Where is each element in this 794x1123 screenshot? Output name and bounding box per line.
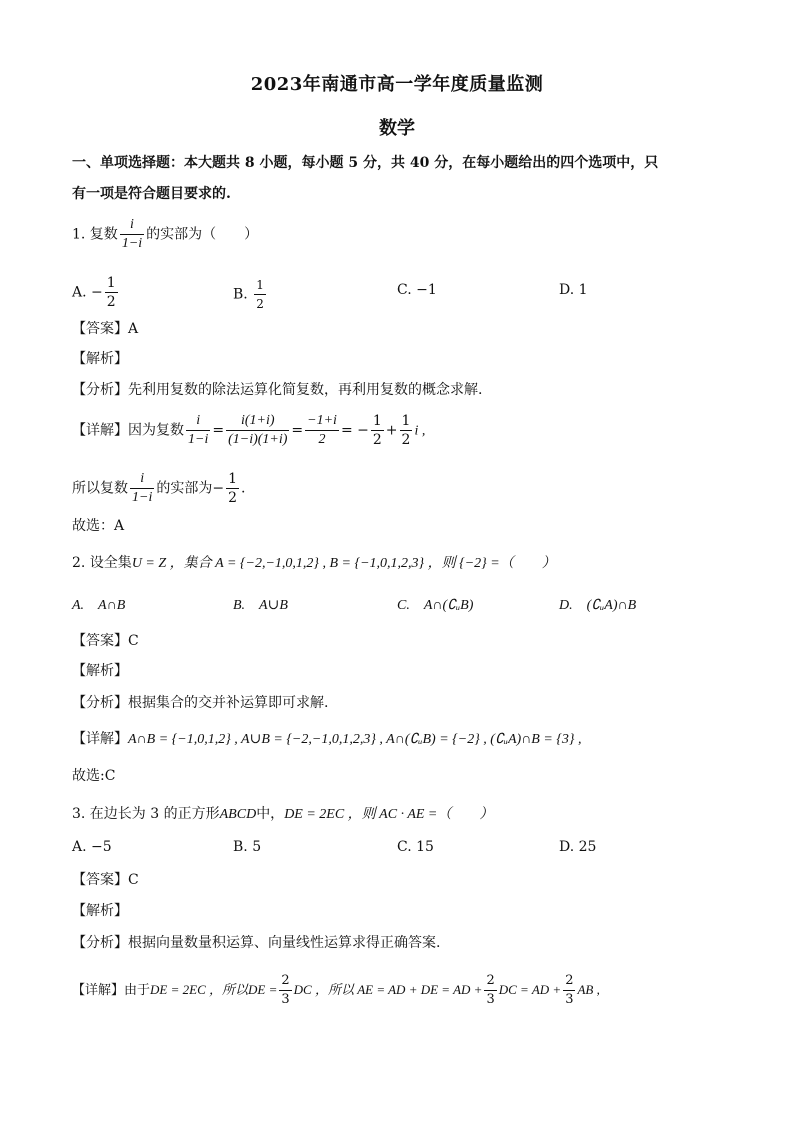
q1-so-frac-den: 1−i xyxy=(132,490,153,505)
q3-option-c: C. 15 xyxy=(397,839,434,855)
q3-jiexi: 【解析】 xyxy=(72,903,128,919)
page-title: 2023年南通市高一学年度质量监测 xyxy=(250,74,544,95)
q3-detail-frac1-den: 3 xyxy=(281,992,290,1007)
q1-detail-frac4-num: 1 xyxy=(372,413,382,429)
q1-answer: 【答案】A xyxy=(72,321,139,337)
q2-stem-text: 2. 设全集 xyxy=(72,555,132,571)
subject-title: 数学 xyxy=(379,118,415,139)
q3-detail-label: 【详解】 xyxy=(72,983,125,998)
q1-option-a-num: 1 xyxy=(106,275,116,291)
q1-stem xyxy=(72,216,258,253)
q1-detail: 【详解】因为复数 $\frac{i}{1-i}$ = $\frac{i(1+i)}{(1-i)(1+i)}$ = $\frac{-1+i}{2}$ = − $\frac{1}{2}$ + $\frac{1}{2}$ i , xyxy=(72,413,426,448)
q1-jiexi: 【解析】 xyxy=(72,351,128,367)
q3-detail-frac3 xyxy=(563,972,575,1009)
q1-detail-label: 【详解】 xyxy=(72,422,128,439)
q3-detail-c: DE = xyxy=(248,982,278,997)
q1-detail-frac5-num: 1 xyxy=(401,413,411,429)
q1-so-end: . xyxy=(241,480,246,497)
q3-detail-b: DE = 2EC ，所以 xyxy=(150,982,248,997)
q3-detail-frac1 xyxy=(279,972,291,1009)
q1-detail-frac3-num: −1+i xyxy=(305,412,339,431)
q1-option-b-den: 2 xyxy=(256,297,264,311)
q1-detail-frac2-num: i(1+i) xyxy=(226,412,289,431)
section-heading-line2: 有一项是符合题目要求的. xyxy=(72,186,231,202)
q1-detail-frac1-den: 1−i xyxy=(188,432,209,447)
q3-analysis: 【分析】根据向量数量积运算、向量线性运算求得正确答案. xyxy=(72,935,441,951)
q1-option-b-num: 1 xyxy=(254,276,266,295)
q3-option-d: D. 25 xyxy=(559,839,597,855)
q3-stem xyxy=(72,803,493,823)
q1-detail-frac5-den: 2 xyxy=(401,432,411,448)
q1-so-frac-num: i xyxy=(130,470,154,489)
q1-option-b-frac xyxy=(254,276,266,313)
q2-detail xyxy=(72,728,582,748)
q1-so-result-frac xyxy=(226,470,239,507)
q2-option-b: B. A∪B xyxy=(233,598,288,613)
q1-analysis: 【分析】先利用复数的除法运算化简复数，再利用复数的概念求解. xyxy=(72,382,483,398)
q3-detail-f: AB , xyxy=(577,982,600,997)
q1-so-result-den: 2 xyxy=(228,490,237,506)
q3-detail-frac1-num: 2 xyxy=(279,972,291,991)
q1-detail-text: 因为复数 xyxy=(128,422,184,439)
q3-detail-frac2-num: 2 xyxy=(484,972,496,991)
q1-detail-frac4 xyxy=(371,412,384,449)
q3-detail-a: 由于 xyxy=(124,983,151,998)
q1-detail-frac1-num: i xyxy=(186,412,210,431)
q1-option-c: C. −1 xyxy=(397,282,437,298)
q1-option-d: D. 1 xyxy=(559,282,588,298)
q1-so-mid: 的实部为− xyxy=(156,480,225,497)
q3-stem-b: ABCD xyxy=(219,807,257,822)
q1-frac-num: i xyxy=(120,216,144,235)
q1-option-a-label: A. xyxy=(72,284,87,301)
q1-option-b-label: B. xyxy=(233,286,248,303)
q2-stem-math: U = Z ，集合 A = {−2,−1,0,1,2} , B = {−1,0,1,2,3} ，则 {−2} =（ ） xyxy=(131,556,556,571)
q1-so-frac xyxy=(130,470,154,507)
q3-detail-d: DC ，所以 AE = AD + DE = AD + xyxy=(293,982,483,997)
q2-stem xyxy=(72,552,556,572)
q3-detail-frac3-den: 3 xyxy=(565,992,574,1007)
q1-so-text: 所以复数 xyxy=(72,480,128,497)
q1-so-line xyxy=(72,470,245,507)
q2-jiexi: 【解析】 xyxy=(72,663,128,679)
q3-option-a: A. −5 xyxy=(72,839,112,855)
q1-fraction xyxy=(120,216,144,253)
q1-option-a xyxy=(72,274,120,311)
q1-option-b xyxy=(233,276,268,313)
section-heading-line1: 一、单项选择题：本大题共 8 小题，每小题 5 分，共 40 分，在每小题给出的四个选项中，只 xyxy=(72,155,659,171)
q1-option-a-sign: − xyxy=(91,284,103,301)
q1-suffix: 的实部为（ ） xyxy=(146,226,259,243)
q1-choose: 故选：A xyxy=(72,518,125,534)
q2-option-c: C. A∩(∁ᵤB) xyxy=(397,598,474,613)
q1-so-result-num: 1 xyxy=(228,471,237,487)
q1-detail-frac5 xyxy=(400,412,413,449)
q2-choose: 故选:C xyxy=(72,768,116,784)
q1-detail-frac3 xyxy=(305,412,339,449)
q1-prefix: 1. 复数 xyxy=(72,226,118,243)
q1-option-a-den: 2 xyxy=(106,294,116,310)
q2-detail-math: A∩B = {−1,0,1,2} , A∪B = {−2,−1,0,1,2,3} , A∩(∁ᵤB) = {−2} , (∁ᵤA)∩B = {3} , xyxy=(128,732,582,747)
q3-stem-a: 3. 在边长为 3 的正方形 xyxy=(72,806,220,822)
q3-detail xyxy=(72,972,600,1009)
q3-stem-c: 中， xyxy=(256,806,285,822)
q1-detail-frac4-den: 2 xyxy=(372,432,382,448)
q2-option-a: A. A∩B xyxy=(72,598,126,613)
q3-stem-d: DE = 2EC ，则 AC · AE =（ ） xyxy=(284,807,494,822)
q1-detail-frac1 xyxy=(186,412,210,449)
q2-analysis: 【分析】根据集合的交并补运算即可求解. xyxy=(72,695,329,711)
q3-detail-frac2-den: 3 xyxy=(486,992,495,1007)
q1-detail-frac2 xyxy=(226,412,289,449)
q1-frac-den: 1−i xyxy=(121,236,143,251)
q2-detail-label: 【详解】 xyxy=(72,731,128,747)
q3-detail-frac3-num: 2 xyxy=(563,972,575,991)
q1-detail-frac2-den: (1−i)(1+i) xyxy=(228,432,288,447)
q1-detail-tail: i , xyxy=(414,423,426,439)
q3-detail-frac2 xyxy=(484,972,496,1009)
q3-option-b: B. 5 xyxy=(233,839,262,855)
q2-option-d: D. (∁ᵤA)∩B xyxy=(559,598,637,613)
q2-answer: 【答案】C xyxy=(72,633,139,649)
q3-answer: 【答案】C xyxy=(72,872,139,888)
q1-detail-frac3-den: 2 xyxy=(318,432,326,447)
q3-detail-e: DC = AD + xyxy=(498,982,562,997)
q1-option-a-frac xyxy=(105,274,118,311)
